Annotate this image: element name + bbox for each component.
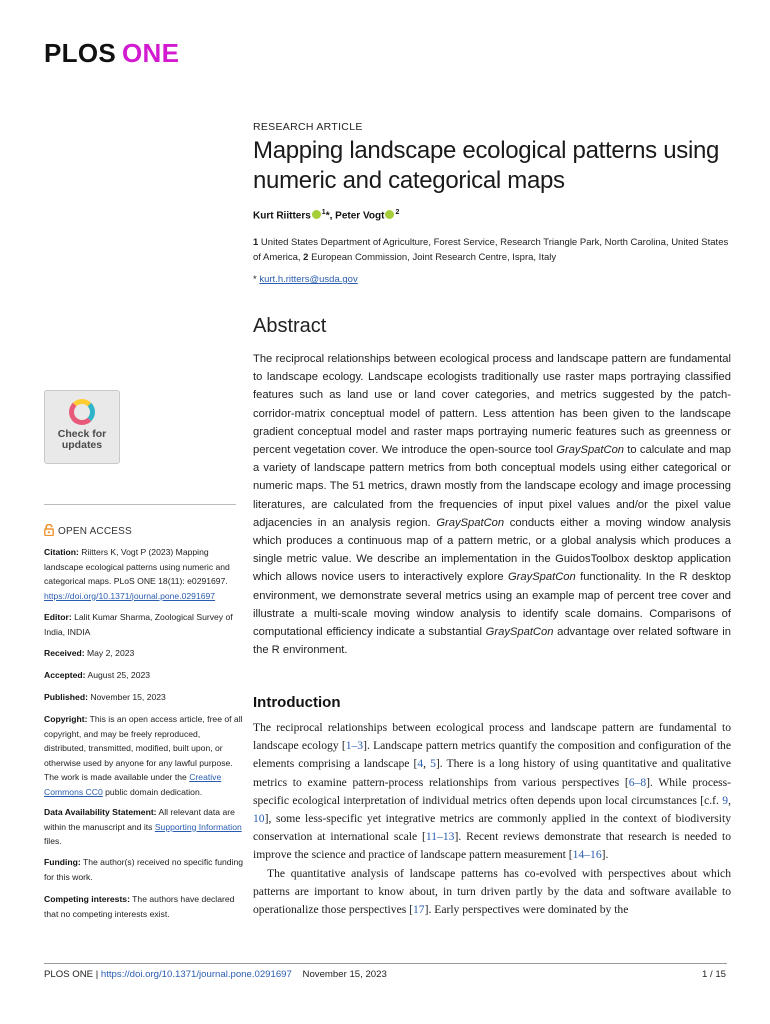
data-availability-text: All relevant data are within the manuscript and its: [44, 807, 235, 832]
abstract-body: [253, 350, 731, 659]
author-2[interactable]: Peter Vogt: [335, 210, 385, 222]
author-separator: ,: [329, 210, 336, 222]
received-block: [44, 646, 244, 661]
author-2-affil: 2: [395, 209, 400, 216]
orcid-icon[interactable]: [385, 210, 394, 219]
data-availability-label: Data Availability Statement:: [44, 807, 157, 817]
citation-ref[interactable]: 11–13: [425, 830, 455, 844]
citation-ref[interactable]: 4: [417, 757, 424, 771]
affil-1-num: 1: [253, 237, 259, 248]
citation-ref[interactable]: 9: [722, 793, 729, 807]
footer-citation: [44, 969, 387, 980]
intro-paragraph-1: [253, 719, 731, 865]
cc0-link[interactable]: Creative Commons CC0: [44, 772, 222, 797]
check-for-updates-badge[interactable]: [44, 390, 120, 464]
supporting-information-link[interactable]: Supporting Information: [154, 821, 242, 832]
data-availability-block: [44, 805, 244, 849]
author-1[interactable]: Kurt Riitters: [253, 210, 311, 222]
email-link[interactable]: kurt.h.ritters@usda.gov: [259, 274, 358, 285]
data-availability-tail: files.: [44, 836, 62, 846]
tool-name: GraySpatCon: [507, 571, 576, 584]
logo-plos: PLOS: [44, 38, 116, 68]
citation-label: Citation:: [44, 547, 79, 557]
citation-text: Riitters K, Vogt P (2023) Mapping landscape ecological patterns using numeric and categorical maps. PLoS ONE 18(11): e0291697.: [44, 547, 230, 586]
introduction-heading: Introduction: [253, 694, 341, 711]
crossmark-label-2: updates: [61, 439, 103, 451]
citation-block: [44, 545, 244, 603]
abstract-text: functionality. In the R desktop environment, we demonstrate several metrics using an example map of percent tree cover and illustrate a multi-scale moving window analysis to identify scale domains. Comparisons of computational efficiency indicate a substantial: [253, 571, 732, 639]
author-1-affil: 1: [321, 209, 326, 216]
affil-2-text: European Commission, Joint Research Centre, Ispra, Italy: [308, 252, 557, 263]
logo-one: ONE: [122, 38, 180, 68]
editor-block: [44, 610, 244, 639]
accepted-date: August 25, 2023: [85, 670, 151, 680]
affil-2-num: 2: [303, 252, 309, 263]
corr-mark: *: [253, 274, 260, 285]
open-lock-icon: [44, 524, 54, 536]
editor-text: Lalit Kumar Sharma, Zoological Survey of India, INDIA: [44, 612, 233, 637]
copyright-block: [44, 712, 244, 799]
intro-text: ,: [728, 793, 731, 807]
received-label: Received:: [44, 648, 85, 658]
funding-text: The author(s) received no specific funding for this work.: [44, 857, 244, 882]
intro-text: The reciprocal relationships between ecological process and landscape pattern are fundamental to landscape ecology [: [253, 721, 731, 753]
intro-text: ], some less-specific yet integrative metrics are commonly applied in the context of biodiversity conservation at international scale [: [253, 812, 731, 844]
published-date: November 15, 2023: [87, 692, 166, 702]
copyright-label: Copyright:: [44, 714, 88, 724]
article-type: RESEARCH ARTICLE: [253, 121, 363, 133]
intro-text: ]. Recent reviews demonstrate that research is needed to improve the science and practice of landscape pattern measurement [: [253, 830, 731, 862]
competing-interests-label: Competing interests:: [44, 894, 130, 904]
orcid-icon[interactable]: [312, 210, 321, 219]
citation-ref[interactable]: 5: [430, 757, 436, 771]
open-access-label: [44, 524, 132, 537]
corresponding-email: [253, 274, 731, 285]
tool-name: GraySpatCon: [556, 444, 625, 457]
footer-divider: [44, 963, 727, 964]
funding-label: Funding:: [44, 857, 81, 867]
funding-block: [44, 855, 244, 884]
copyright-tail: public domain dedication.: [102, 786, 203, 797]
intro-text: ]. Early perspectives were dominated by the: [424, 903, 629, 917]
intro-text: ]. Landscape pattern metrics quantify the composition and configuration of the elements comprising a landscape [: [253, 739, 731, 771]
received-date: May 2, 2023: [84, 648, 135, 658]
tool-name: GraySpatCon: [436, 516, 505, 529]
page-number: 1 / 15: [701, 969, 726, 980]
abstract-text: to calculate and map a variety of landscape pattern metrics from both conceptual models using either categorical or numeric maps. The 51 metrics, drawn mostly from the landscape ecology and image processing literatures, are calculated from the frequencies of input pixel values and/or the pixel value adjacencies in an analysis region.: [253, 444, 731, 529]
affil-1-text: United States Department of Agriculture, Forest Service, Research Triangle Park, North Carolina, United States of America,: [253, 237, 729, 263]
published-block: [44, 690, 244, 705]
tool-name: GraySpatCon: [485, 626, 554, 639]
affiliations: [253, 235, 731, 265]
abstract-text: The reciprocal relationships between ecological process and landscape pattern are fundamental to landscape ecology. Landscape ecologists traditionally use raster maps portraying classified features such as land use or land cover categories, and metrics suggested by the patch-corridor-matrix conceptual model of pattern. Less attention has been given to the landscape gradient conceptual model and raster maps portraying numeric features such as greenness or percent vegetation cover. We introduce the open-source tool: [253, 353, 731, 457]
introduction-body: [253, 719, 731, 919]
editor-label: Editor:: [44, 612, 72, 622]
article-title: Mapping landscape ecological patterns using numeric and categorical maps: [253, 137, 720, 194]
intro-text: The quantitative analysis of landscape patterns has co-evolved with perspectives about which patterns are important to know about, in turn driven partly by the data and software available to operationalize those perspectives [: [253, 866, 731, 917]
author-list: [253, 209, 731, 221]
competing-interests-block: [44, 892, 244, 921]
citation-doi-link[interactable]: https://doi.org/10.1371/journal.pone.0291697: [44, 590, 216, 601]
intro-text: ]. While process-specific ecological interpretation of individual metrics often depends upon local circumstances [c.f.: [253, 775, 731, 807]
crossmark-icon: [69, 399, 95, 425]
citation-ref[interactable]: 17: [413, 903, 425, 917]
open-access-text: OPEN ACCESS: [58, 526, 132, 537]
accepted-label: Accepted:: [44, 670, 86, 680]
footer-date: November 15, 2023: [302, 969, 387, 980]
intro-text: ]. There is a long history of using quantitative and qualitative metrics to examine pattern-process relationships from various perspectives [: [253, 757, 731, 789]
intro-text: ,: [423, 757, 431, 771]
citation-ref[interactable]: 6–8: [628, 775, 647, 789]
sidebar-divider: [44, 504, 236, 505]
intro-text: ].: [601, 848, 609, 862]
journal-logo: [44, 38, 179, 69]
accepted-block: [44, 668, 244, 683]
abstract-heading: Abstract: [253, 315, 327, 337]
footer-separator: |: [93, 969, 101, 980]
citation-ref[interactable]: 1–3: [345, 739, 364, 753]
copyright-text: This is an open access article, free of all copyright, and may be freely reproduced, distributed, transmitted, modified, built upon, or otherwise used by anyone for any lawful purpose. The work is made available under the: [44, 714, 243, 782]
citation-ref[interactable]: 14–16: [572, 848, 602, 862]
footer-journal: PLOS ONE: [44, 969, 94, 980]
footer-doi-link[interactable]: https://doi.org/10.1371/journal.pone.0291697: [100, 969, 292, 980]
abstract-text: advantage over related software in the R environment.: [253, 626, 731, 657]
competing-interests-text: The authors have declared that no competing interests exist.: [44, 894, 235, 919]
published-label: Published:: [44, 692, 88, 702]
intro-paragraph-2: [253, 865, 731, 920]
crossmark-label-1: Check for: [57, 428, 107, 440]
citation-ref[interactable]: 10: [253, 812, 265, 826]
corresponding-mark: *: [325, 210, 330, 222]
abstract-text: conducts either a moving window analysis which produces a continuous map of a pattern metric, or a global analysis which produces a single metric value. We describe an implementation in the GuidosToolbox desktop application which allows novice users to interactively explore: [253, 516, 731, 584]
